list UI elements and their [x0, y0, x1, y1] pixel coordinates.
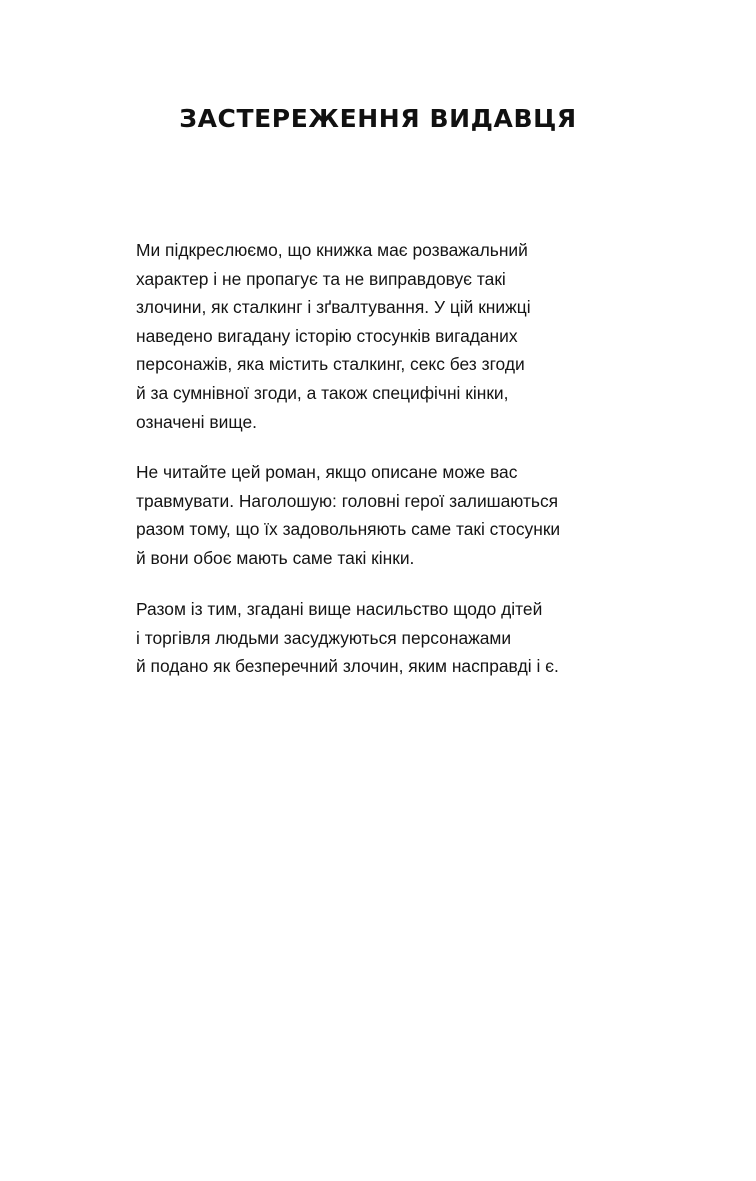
text-line: Ми підкреслюємо, що книжка має розважальний: [136, 240, 528, 260]
text-line: й за сумнівної згоди, а також специфічні кінки,: [136, 382, 509, 403]
text-line: травмувати. Наголошую: головні герої залишаються: [136, 490, 559, 511]
text-line: й подано як безперечний злочин, яким насправді і є.: [136, 656, 559, 677]
page-title: ЗАСТЕРЕЖЕННЯ ВИДАВЦЯ: [179, 104, 577, 133]
paragraph-content-warning: [136, 236, 656, 436]
text-line: персонажів, яка містить сталкинг, секс без згоди: [136, 354, 525, 375]
text-line: разом тому, що їх задовольняють саме такі стосунки: [136, 519, 561, 540]
paragraph-condemnation: [136, 595, 656, 681]
text-line: наведено вигадану історію стосунків вигаданих: [136, 325, 518, 346]
text-line: Разом із тим, згадані вище насильство щодо дітей: [136, 599, 543, 619]
text-line: злочини, як сталкинг і зґвалтування. У цій книжці: [136, 297, 531, 318]
text-line: Не читайте цей роман, якщо описане може вас: [136, 462, 518, 482]
text-line: і торгівля людьми засуджуються персонажами: [136, 627, 512, 648]
text-line: означені вище.: [136, 411, 257, 432]
paragraph-reading-advice: [136, 458, 656, 572]
text-line: характер і не пропагує та не виправдовує такі: [136, 268, 506, 289]
text-line: й вони обоє мають саме такі кінки.: [136, 547, 415, 568]
